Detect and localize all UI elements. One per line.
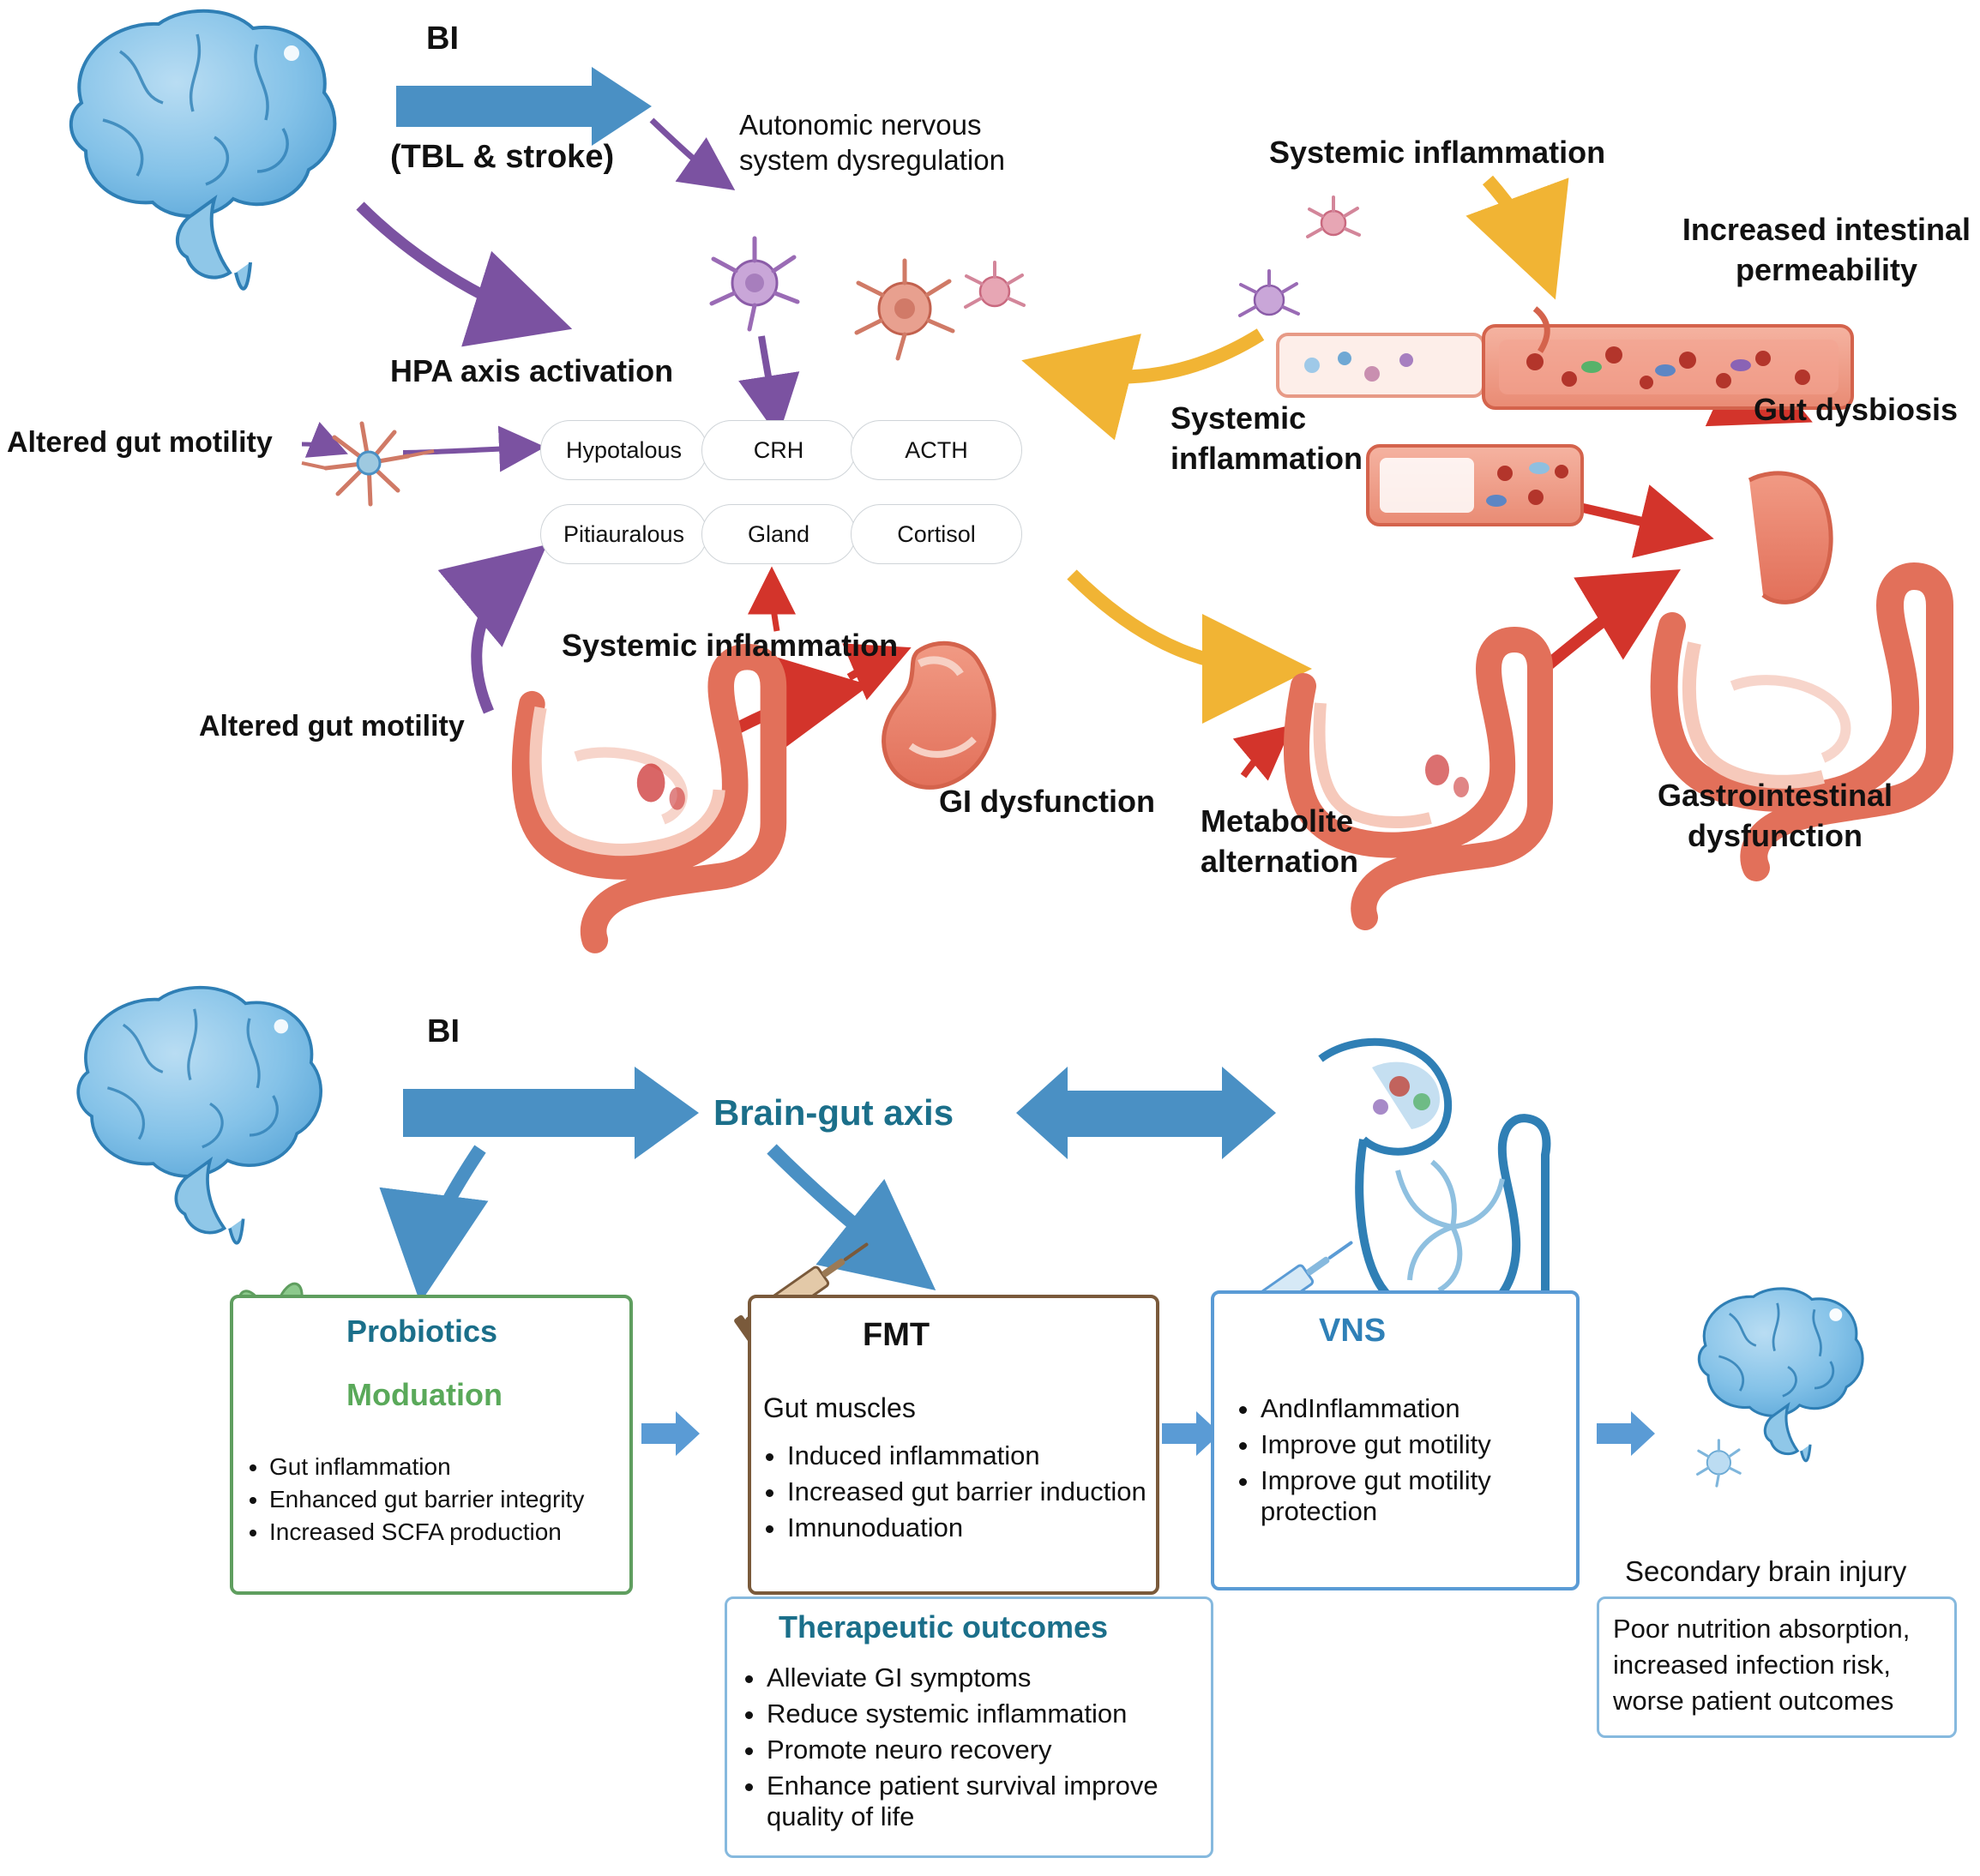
colon-illustration-top-left [525,657,773,940]
arrow-autonomic [652,120,720,180]
probiotics-subtitle: Moduation [346,1377,503,1412]
therapeutic-outcomes-box [725,1596,1213,1858]
vns-list [1235,1393,1604,1532]
list-item: • Increased SCFA production [269,1518,584,1546]
arrow-altered-motility-left [302,444,336,449]
label-systemic-inflammation-mid: Systemic inflammation [562,628,899,663]
list-item: • Promote neuro recovery [767,1735,1230,1765]
list-item: • Improve gut motility protection [1261,1465,1604,1527]
label-bi-bottom: BI [427,1013,460,1049]
label-gi-dysfunction: GI dysfunction [939,784,1155,819]
fmt-box [748,1295,1159,1595]
label-hpa-axis: HPA axis activation [390,353,674,388]
hpa-node-crh: CRH [701,420,856,480]
label-gut-dysbiosis: Gut dysbiosis [1754,392,1959,427]
fmt-title: FMT [863,1317,930,1353]
brain-illustration-bottom [78,988,321,1243]
hpa-node-cortisol: Cortisol [851,504,1022,564]
list-item: • Enhanced gut barrier integrity [269,1486,584,1513]
bi-block-arrow-bottom [403,1067,699,1159]
neuron-icon-left [302,424,434,504]
arrow-axis-to-probiotics [424,1149,480,1269]
list-item: • Induced inflammation [787,1440,1165,1471]
list-item: • Increased gut barrier induction [787,1476,1165,1507]
hpa-node-hypotalous: Hypotalous [540,420,707,480]
list-item: • Enhance patient survival improve quality of life [767,1771,1230,1832]
fmt-subtitle: Gut muscles [763,1392,916,1423]
label-secondary-brain-injury: Secondary brain injury [1625,1555,1907,1587]
hpa-node-acth: ACTH [851,420,1022,480]
therapeutic-list [741,1663,1230,1837]
hpa-node-pitiauralous: Pitiauralous [540,504,707,564]
list-item: • Improve gut motility [1261,1429,1604,1460]
arrow-astrocyte-to-hpa [761,336,775,417]
fmt-list [761,1440,1165,1548]
arrow-metabolite [1243,736,1279,776]
arrow-to-intestine [1072,574,1278,669]
list-item: • Alleviate GI symptoms [767,1663,1230,1693]
arrow-vessel2-right [1574,506,1691,533]
label-gastrointestinal-dysfunction: Gastrointestinal dysfunction [1657,778,1893,853]
arrow-inflammation-up [772,581,777,631]
label-bi-sub: (TBL & stroke) [390,139,615,175]
label-systemic-inflammation-right: Systemic inflammation [1171,400,1363,476]
list-item: • AndInflammation [1261,1393,1604,1424]
arrow-brain-to-hpa [360,206,540,319]
arrow-axis-to-fmt [772,1149,909,1269]
arrow-intestine-to-colon [1544,585,1655,669]
arrow-vessel-to-left [1055,334,1261,377]
vns-title: VNS [1319,1313,1387,1349]
list-item: • Gut inflammation [269,1453,584,1481]
label-brain-gut-axis: Brain-gut axis [713,1092,954,1133]
arrow-motility-to-hpa [477,566,521,712]
hpa-node-gland: Gland [701,504,856,564]
label-bi-top: BI [426,21,459,57]
vns-box [1211,1290,1580,1590]
probiotics-list [244,1453,584,1551]
outcome-note-box: Poor nutrition absorption, increased infection risk, worse patient outcomes [1597,1596,1957,1738]
list-item: • Reduce systemic inflammation [767,1699,1230,1729]
label-metabolite-alternation: Metabolite alternation [1201,803,1359,879]
probiotics-title: Probiotics [346,1314,498,1349]
vessel-illustration-2 [1368,446,1582,525]
label-altered-gut-motility-left: Altered gut motility [7,426,273,459]
bi-block-arrow-top [396,67,652,146]
label-altered-gut-motility-bottom: Altered gut motility [199,710,465,743]
double-arrow-axis-gut [1016,1067,1276,1159]
label-autonomic-dysregulation: Autonomic nervous system dysregulation [739,109,1005,177]
label-systemic-inflammation-top: Systemic inflammation [1269,135,1606,170]
list-item: • Imnunoduation [787,1512,1165,1543]
astrocyte-icons [712,197,1359,358]
probiotics-box [230,1295,633,1595]
therapeutic-title: Therapeutic outcomes [779,1609,1109,1645]
label-increased-permeability: Increased intestinal permeability [1682,212,1971,287]
brain-illustration-top [71,11,335,289]
brain-illustration-secondary [1698,1289,1863,1486]
arrow-systemic-to-vessel [1488,180,1544,268]
stomach-illustration-top [884,643,995,787]
